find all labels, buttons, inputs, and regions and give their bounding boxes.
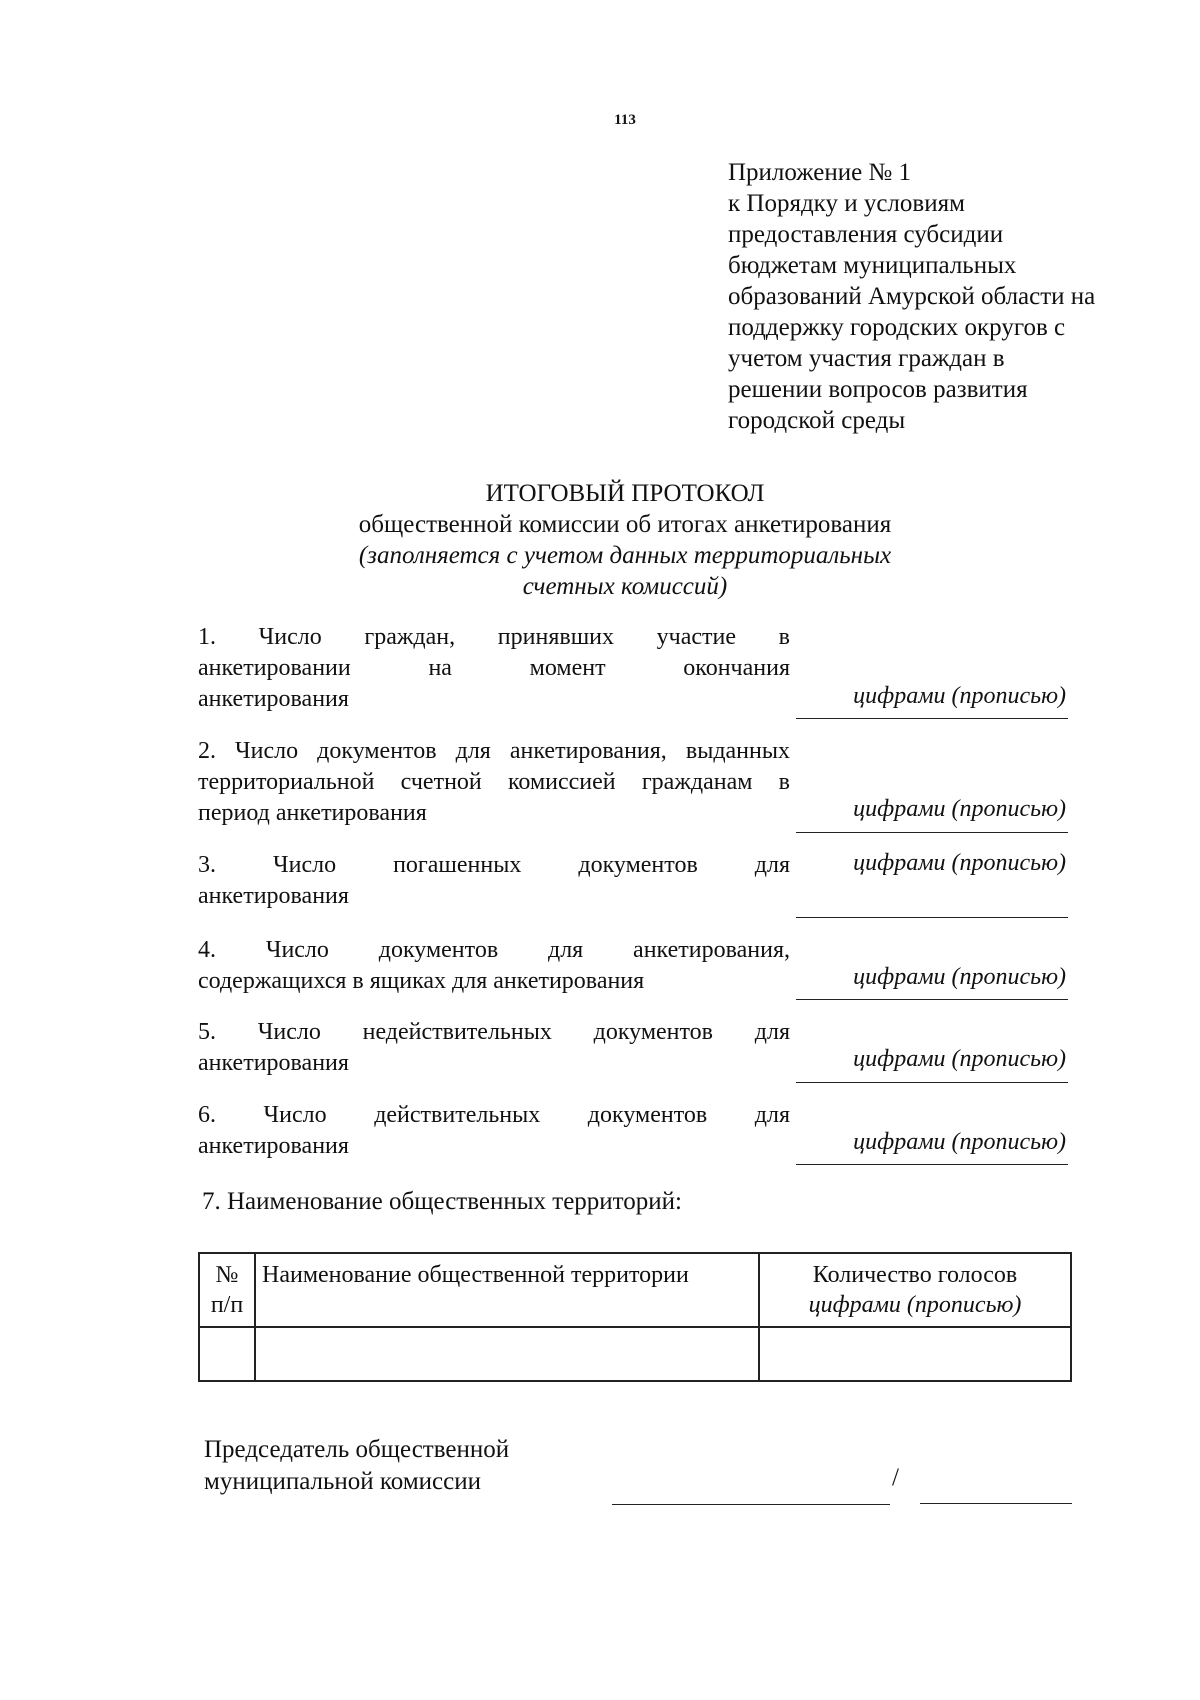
chairman-label <box>204 1434 509 1498</box>
answer-line[interactable] <box>796 1164 1068 1165</box>
item-text-line: содержащихся в ящиках для анкетирования <box>198 968 645 994</box>
appendix-line: бюджетам муниципальных <box>728 252 1017 279</box>
table-cell-number[interactable] <box>199 1327 255 1381</box>
protocol-item-5 <box>198 1017 790 1079</box>
appendix-reference <box>728 157 1148 436</box>
table-cell-votes[interactable] <box>759 1327 1071 1381</box>
item-text-line: период анкетирования <box>198 800 427 826</box>
answer-line[interactable] <box>796 1082 1068 1083</box>
header-text: цифрами (прописью) <box>808 1292 1022 1318</box>
protocol-item-2 <box>198 736 790 829</box>
header-text: Количество голосов <box>812 1262 1018 1288</box>
column-header-votes <box>759 1253 1071 1327</box>
item-text-line: анкетировании на момент окончания <box>198 655 790 681</box>
protocol-item-1 <box>198 622 790 715</box>
item-7-heading: 7. Наименование общественных территорий: <box>202 1188 682 1215</box>
fill-hint: цифрами (прописью) <box>853 850 1066 876</box>
item-text-line: 4. Число документов для анкетирования, <box>198 937 790 963</box>
appendix-line: образований Амурской области на <box>728 283 1096 310</box>
appendix-line: городской среды <box>728 407 906 434</box>
answer-line[interactable] <box>796 917 1068 918</box>
protocol-item-4 <box>198 935 790 997</box>
answer-line[interactable] <box>796 718 1068 719</box>
document-note: счетных комиссий) <box>522 573 728 600</box>
document-subtitle: общественной комиссии об итогах анкетирования <box>358 511 892 538</box>
answer-line[interactable] <box>796 999 1068 1000</box>
header-text: п/п <box>210 1292 244 1318</box>
item-text-line: анкетирования <box>198 1050 349 1076</box>
page-number: 113 <box>614 112 636 128</box>
chairman-line: муниципальной комиссии <box>204 1468 481 1495</box>
document-note: (заполняется с учетом данных территориальных <box>358 542 892 569</box>
item-text-line: 1. Число граждан, принявших участие в <box>198 624 790 650</box>
fill-hint: цифрами (прописью) <box>853 1046 1066 1072</box>
fill-hint: цифрами (прописью) <box>853 964 1066 990</box>
appendix-line: Приложение № 1 <box>728 159 912 186</box>
appendix-line: решении вопросов развития <box>728 376 1028 403</box>
fill-hint: цифрами (прописью) <box>853 683 1066 709</box>
appendix-line: поддержку городских округов с <box>728 314 1066 341</box>
fill-hint: цифрами (прописью) <box>853 796 1066 822</box>
table-header-row <box>199 1253 1071 1327</box>
chairman-line: Председатель общественной <box>204 1436 510 1463</box>
appendix-line: к Порядку и условиям <box>728 190 965 217</box>
item-text-line: 6. Число действительных документов для <box>198 1102 790 1128</box>
column-header-number <box>199 1253 255 1327</box>
protocol-item-6 <box>198 1100 790 1162</box>
column-header-territory: Наименование общественной территории <box>255 1253 759 1327</box>
item-text-line: анкетирования <box>198 686 349 712</box>
item-text-line: 5. Число недействительных документов для <box>198 1019 790 1045</box>
signature-separator: / <box>892 1464 899 1491</box>
protocol-item-3 <box>198 850 790 912</box>
appendix-line: учетом участия граждан в <box>728 345 1005 372</box>
item-text-line: территориальной счетной комиссией гражданам в <box>198 769 790 795</box>
territories-table <box>198 1252 1072 1382</box>
document-title-block <box>0 478 1200 602</box>
document-title: ИТОГОВЫЙ ПРОТОКОЛ <box>485 480 765 507</box>
fill-hint: цифрами (прописью) <box>853 1129 1066 1155</box>
table-cell-territory[interactable] <box>255 1327 759 1381</box>
appendix-line: предоставления субсидии <box>728 221 1004 248</box>
item-text-line: анкетирования <box>198 883 349 909</box>
table-row <box>199 1327 1071 1381</box>
answer-line[interactable] <box>796 832 1068 833</box>
item-text-line: 2. Число документов для анкетирования, выданных <box>198 738 790 764</box>
name-line[interactable] <box>920 1503 1072 1504</box>
header-text: № <box>215 1262 239 1288</box>
item-text-line: анкетирования <box>198 1133 349 1159</box>
item-text-line: 3. Число погашенных документов для <box>198 852 790 878</box>
signature-line[interactable] <box>612 1504 890 1505</box>
